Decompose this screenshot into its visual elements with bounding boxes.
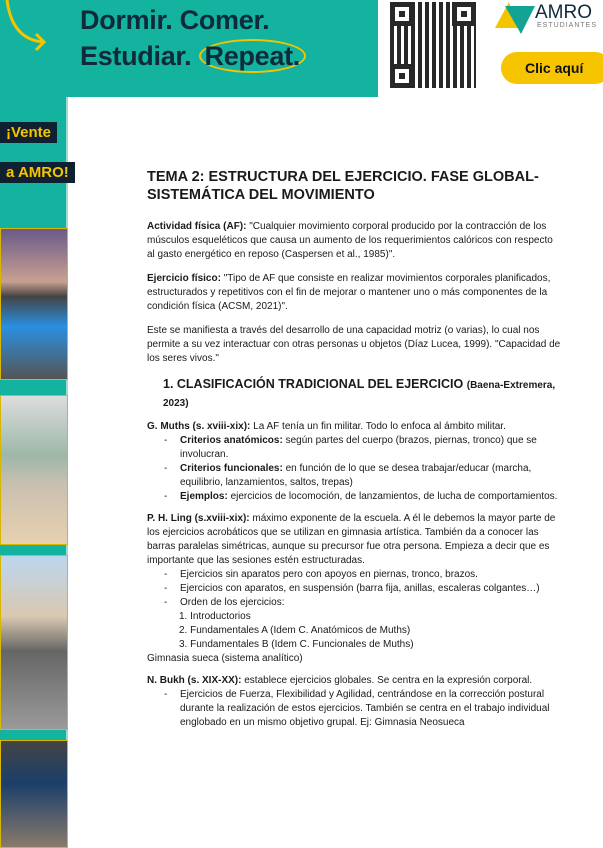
list-item xyxy=(164,462,562,490)
list-item: - Orden de los ejercicios: xyxy=(164,596,562,610)
ordered-item: 3. Fundamentales B (Idem C. Funcionales de Muths) xyxy=(179,639,414,650)
term: Actividad física (AF): xyxy=(147,221,247,232)
lounge-photo xyxy=(0,740,68,848)
definition-af xyxy=(147,220,562,262)
heading-text: 1. CLASIFICACIÓN TRADICIONAL DEL EJERCICIO xyxy=(163,377,464,391)
ordered-item: 1. Introductorios xyxy=(179,611,251,622)
ling-footer: Gimnasia sueca (sistema analítico) xyxy=(147,653,303,664)
amro-logo xyxy=(495,0,603,36)
arrow-icon xyxy=(2,0,52,60)
text: según partes del cuerpo (brazos, piernas, tronco) que se involucran. xyxy=(180,435,537,460)
terrace-photo xyxy=(0,555,68,730)
list-item xyxy=(164,490,562,504)
term: Ejercicio físico: xyxy=(147,273,221,284)
text: ejercicios de locomoción, de lanzamientos, de lucha de comportamientos. xyxy=(227,491,558,502)
definition: "Cualquier movimiento corporal producido por la contracción de los músculos esqueléticos que causa un aumento de los requerimientos calóricos con respecto al gasto energético en reposo (Caspersen et al., 1985)". xyxy=(147,221,553,260)
list-item xyxy=(164,434,562,462)
room-photo xyxy=(0,395,68,545)
term: P. H. Ling (s.xviii-xix): xyxy=(147,513,250,524)
clic-aqui-button[interactable]: Clic aquí xyxy=(501,52,603,84)
list-item: - Ejercicios sin aparatos pero con apoyos en piernas, tronco, brazos. xyxy=(164,568,562,582)
slogan-line-2: Estudiar. xyxy=(80,41,192,71)
definition-ejercicio xyxy=(147,272,562,314)
term: Criterios funcionales: xyxy=(180,463,283,474)
logo-icon xyxy=(495,0,535,36)
ordered-item: 2. Fundamentales A (Idem C. Anatómicos de Muths) xyxy=(179,625,411,636)
qr-code[interactable] xyxy=(390,2,476,88)
term: G. Muths (s. xviii-xix): xyxy=(147,421,251,432)
document-content xyxy=(147,168,562,738)
section-heading xyxy=(163,376,562,412)
logo-subtext: ESTUDIANTES xyxy=(537,22,598,29)
document-title: TEMA 2: ESTRUCTURA DEL EJERCICIO. FASE GLOBAL-SISTEMÁTICA DEL MOVIMIENTO xyxy=(147,169,539,203)
logo-text: AMRO xyxy=(535,2,592,23)
paragraph: Este se manifiesta a través del desarrollo de una capacidad motriz (o varias), lo cual nos permite a su vez interactuar con otras personas u objetos (Díaz Lucea, 1999). "Capacidad de los seres vivos." xyxy=(147,325,561,364)
side-ad-text-1: ¡Vente xyxy=(0,122,57,143)
term: Ejemplos: xyxy=(180,491,228,502)
ad-slogan xyxy=(80,2,306,74)
ling-section xyxy=(147,512,562,666)
text: en función de lo que se desea trabajar/educar (marcha, equilibrio, lanzamientos, saltos, trepas) xyxy=(180,463,532,488)
term: N. Bukh (s. XIX-XX): xyxy=(147,675,242,686)
heading-ref: (Baena-Extremera, 2023) xyxy=(163,380,556,409)
muths-section xyxy=(147,420,562,504)
list-item: - Ejercicios de Fuerza, Flexibilidad y Agilidad, centrándose en la corrección postural durante la realización de estos ejercicios. También se centra en el trabajo individual englobado en un mismo objetivo grupal. Ej: Gimnasia Neosueca xyxy=(164,688,562,730)
list-item: - Ejercicios con aparatos, en suspensión (barra fija, anillas, escaleras colgantes…) xyxy=(164,582,562,596)
side-ad-text-2: a AMRO! xyxy=(0,162,75,183)
slogan-line-1: Dormir. Comer. xyxy=(80,5,270,35)
bukh-section xyxy=(147,674,562,730)
text: establece ejercicios globales. Se centra en la expresión corporal. xyxy=(241,675,533,686)
pool-photo xyxy=(0,228,68,380)
term: Criterios anatómicos: xyxy=(180,435,283,446)
slogan-highlight: Repeat. xyxy=(199,39,306,73)
definition: "Tipo de AF que consiste en realizar movimientos corporales planificados, estructurados y repetitivos con el fin de mejorar o mantener uno o más componentes de la condición física (ACSM, 2021)". xyxy=(147,273,551,312)
text: máximo exponente de la escuela. A él le debemos la mayor parte de los ejercicios acrobáticos que se utilizan en gimnasia artística. También da a conocer las barras paralelas simétricas, aunque su precursor fue otra persona. Empieza a decir que es importante que las sesiones estén estructuradas. xyxy=(147,513,556,566)
ad-banner[interactable] xyxy=(0,0,378,97)
text: La AF tenía un fin militar. Todo lo enfoca al ámbito militar. xyxy=(250,421,506,432)
